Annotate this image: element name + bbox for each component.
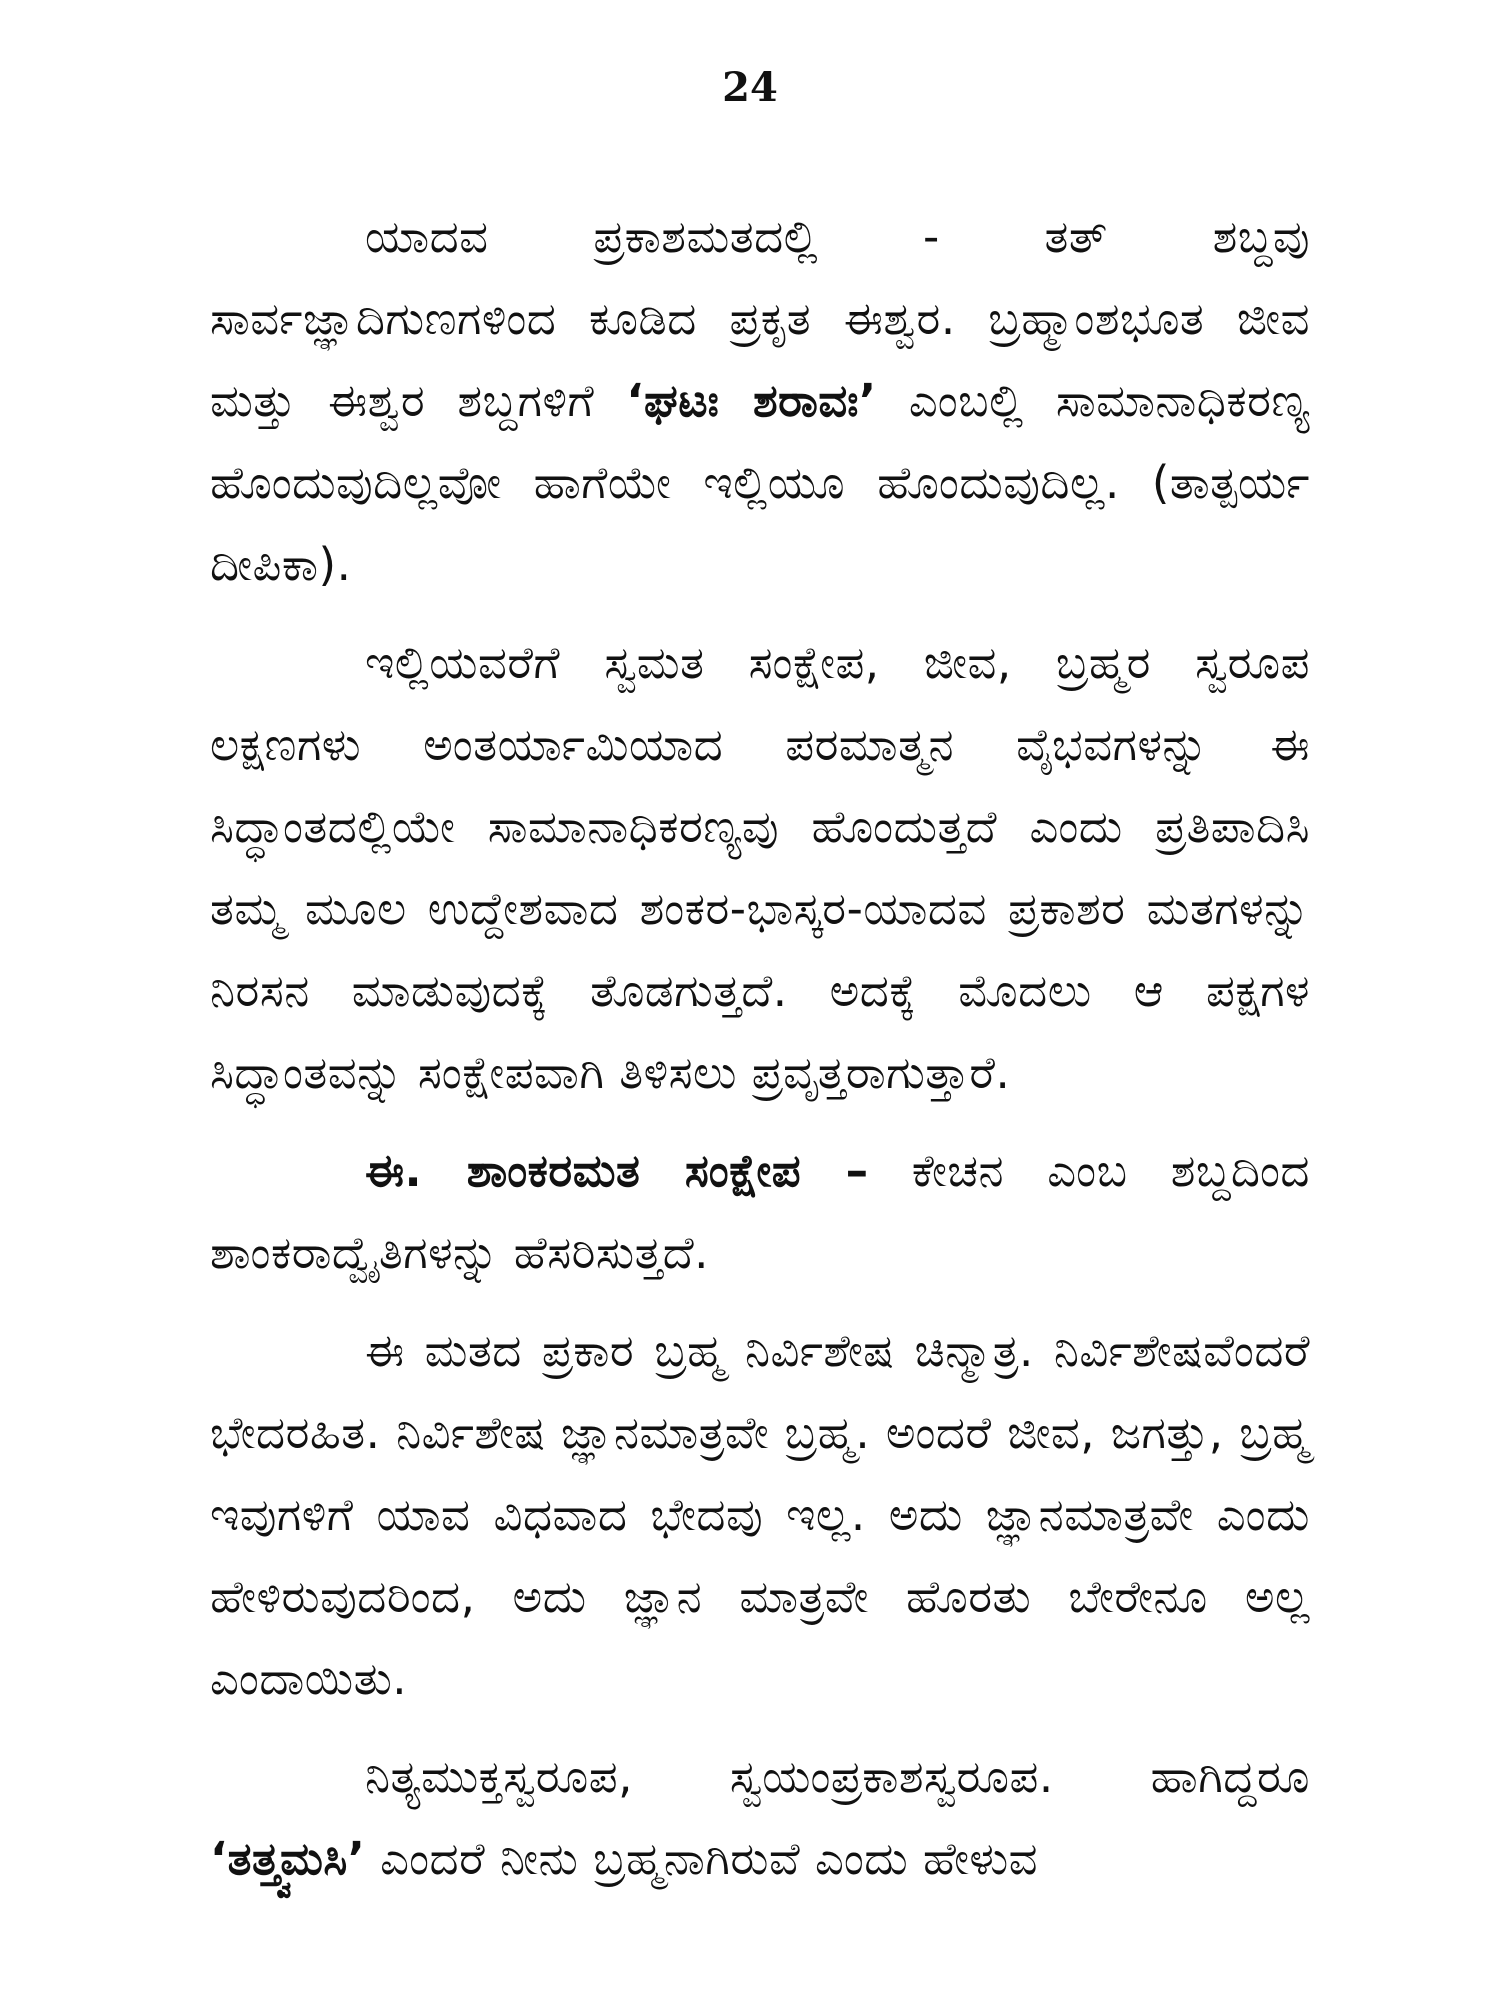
paragraph-text: ಎಂಬಲ್ಲಿ ಸಾಮಾನಾಧಿಕರಣ್ಯ ಹೊಂದುವುದಿಲ್ಲವೋ ಹಾಗೆಯೇ ಇಲ್ಲಿಯೂ ಹೊಂದುವುದಿಲ್ಲ. (ತಾತ್ಪರ್ಯ ದೀಪಿಕಾ). — [210, 374, 1311, 591]
bold-phrase: ‘ತತ್ತ್ವಮಸಿ’ — [210, 1832, 366, 1885]
paragraph-3 — [210, 1130, 1310, 1294]
paragraph-text: ಎಂದರೆ ನೀನು ಬ್ರಹ್ಮನಾಗಿರುವೆ ಎಂದು ಹೇಳುವ — [365, 1832, 1039, 1885]
section-heading: ಈ. ಶಾಂಕರಮತ ಸಂಕ್ಷೇಪ – — [365, 1144, 869, 1197]
paragraph-text: ನಿತ್ಯಮುಕ್ತಸ್ವರೂಪ, ಸ್ವಯಂಪ್ರಕಾಶಸ್ವರೂಪ. ಹಾಗಿದ್ದರೂ — [365, 1750, 1310, 1803]
page-number: 24 — [722, 64, 778, 111]
paragraph-1 — [210, 196, 1310, 606]
paragraph-2 — [210, 622, 1310, 1114]
paragraph-text: ಯಾದವ ಪ್ರಕಾಶಮತದಲ್ಲಿ - ತತ್ ಶಬ್ದವು ಸಾರ್ವಜ್ಞಾದಿಗುಣಗಳಿಂದ ಕೂಡಿದ ಪ್ರಕೃತ ಈಶ್ವರ. ಬ್ರಹ್ಮಾಂಶಭೂತ ಜೀವ ಮತ್ತು ಈಶ್ವರ ಶಬ್ದಗಳಿಗೆ — [210, 210, 1310, 427]
body-text — [210, 196, 1310, 1900]
paragraph-text: ಈ ಮತದ ಪ್ರಕಾರ ಬ್ರಹ್ಮ ನಿರ್ವಿಶೇಷ ಚಿನ್ಮಾತ್ರ. ನಿರ್ವಿಶೇಷವೆಂದರೆ ಭೇದರಹಿತ. ನಿರ್ವಿಶೇಷ ಜ್ಞಾನಮಾತ್ರವೇ ಬ್ರಹ್ಮ. ಅಂದರೆ ಜೀವ, ಜಗತ್ತು, ಬ್ರಹ್ಮ ಇವುಗಳಿಗೆ ಯಾವ ವಿಧವಾದ ಭೇದವು ಇಲ್ಲ. ಅದು ಜ್ಞಾನಮಾತ್ರವೇ ಎಂದು ಹೇಳಿರುವುದರಿಂದ, ಅದು ಜ್ಞಾನ ಮಾತ್ರವೇ ಹೊರತು ಬೇರೇನೂ ಅಲ್ಲ ಎಂದಾಯಿತು. — [210, 1324, 1310, 1705]
paragraph-text: ಇಲ್ಲಿಯವರೆಗೆ ಸ್ವಮತ ಸಂಕ್ಷೇಪ, ಜೀವ, ಬ್ರಹ್ಮರ ಸ್ವರೂಪ ಲಕ್ಷಣಗಳು ಅಂತರ್ಯಾಮಿಯಾದ ಪರಮಾತ್ಮನ ವೈಭವಗಳನ್ನು ಈ ಸಿದ್ಧಾಂತದಲ್ಲಿಯೇ ಸಾಮಾನಾಧಿಕರಣ್ಯವು ಹೊಂದುತ್ತದೆ ಎಂದು ಪ್ರತಿಪಾದಿಸಿ ತಮ್ಮ ಮೂಲ ಉದ್ದೇಶವಾದ ಶಂಕರ-ಭಾಸ್ಕರ-ಯಾದವ ಪ್ರಕಾಶರ ಮತಗಳನ್ನು ನಿರಸನ ಮಾಡುವುದಕ್ಕೆ ತೊಡಗುತ್ತದೆ. ಅದಕ್ಕೆ ಮೊದಲು ಆ ಪಕ್ಷಗಳ ಸಿದ್ಧಾಂತವನ್ನು ಸಂಕ್ಷೇಪವಾಗಿ ತಿಳಿಸಲು ಪ್ರವೃತ್ತರಾಗುತ್ತಾರೆ. — [210, 636, 1310, 1099]
paragraph-5 — [210, 1736, 1310, 1900]
paragraph-4 — [210, 1310, 1310, 1720]
bold-phrase: ‘ಘಟಃ ಶರಾವಃ’ — [626, 374, 877, 427]
paragraph-text: ಕೇಚನ ಎಂಬ ಶಬ್ದದಿಂದ ಶಾಂಕರಾದ್ವೈತಿಗಳನ್ನು ಹೆಸರಿಸುತ್ತದೆ. — [210, 1144, 1311, 1279]
